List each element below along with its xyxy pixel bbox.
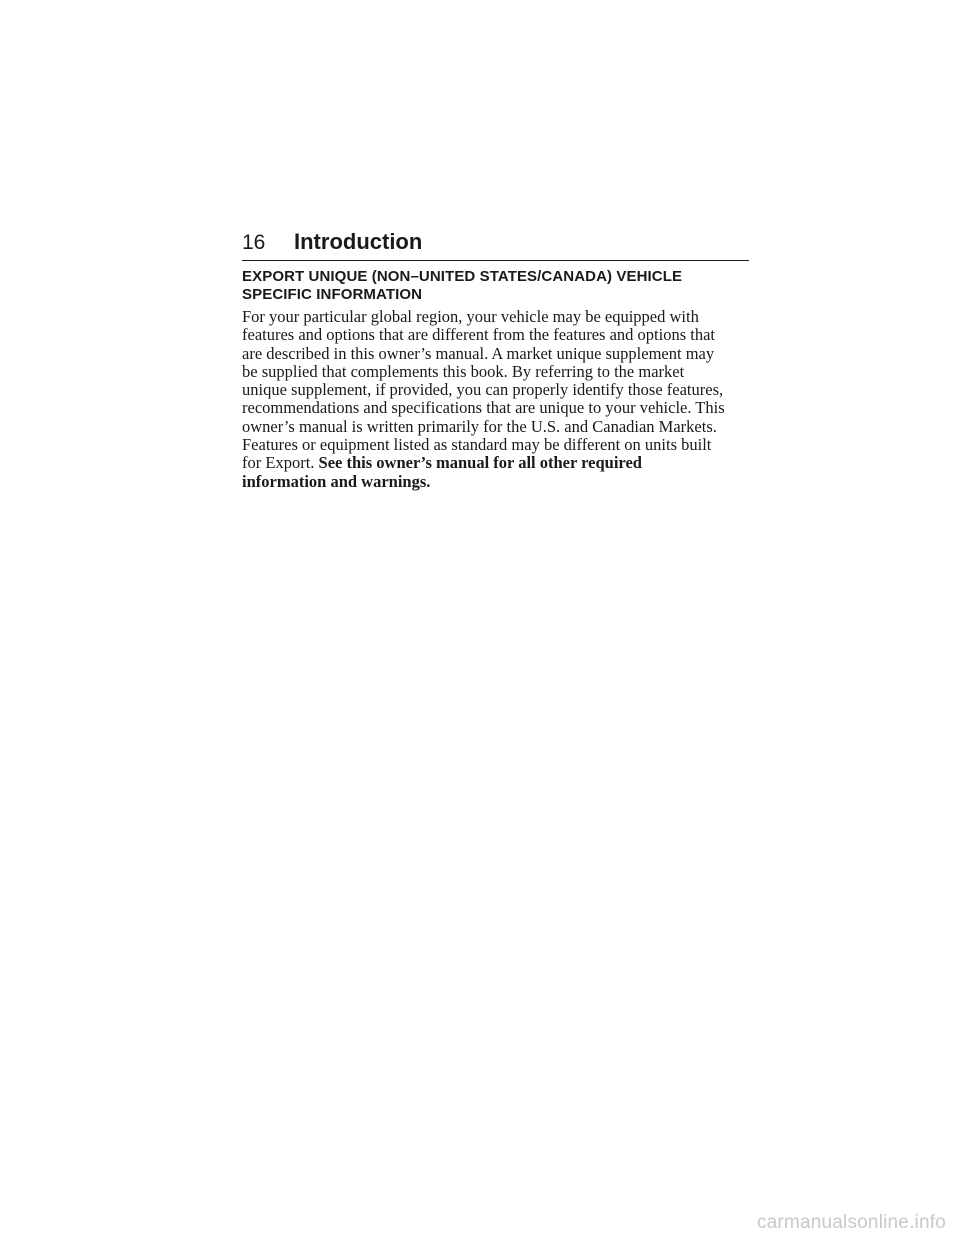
chapter-title: Introduction	[294, 229, 423, 254]
body-line-bold: See this owner’s manual for all other required	[318, 453, 642, 473]
body-line: recommendations and specifications that are unique to your vehicle. This	[242, 398, 725, 418]
body-line: features and options that are different from the features and options that	[242, 325, 715, 345]
section-heading-line-1: EXPORT UNIQUE (NON–UNITED STATES/CANADA) VEHICLE	[242, 268, 683, 285]
body-line-plain: for Export.	[242, 453, 319, 473]
body-line: unique supplement, if provided, you can properly identify those features,	[242, 380, 724, 400]
page-number: 16	[242, 231, 266, 254]
section-heading	[242, 268, 752, 304]
section-heading-line-2: SPECIFIC INFORMATION	[242, 286, 423, 303]
body-line: Features or equipment listed as standard may be different on units built	[242, 435, 712, 455]
page-header	[242, 228, 749, 261]
watermark-text: carmanualsonline.info	[756, 1212, 946, 1233]
body-line: For your particular global region, your vehicle may be equipped with	[242, 307, 699, 326]
body-line: are described in this owner’s manual. A market unique supplement may	[242, 343, 715, 363]
body-line-mixed	[242, 454, 752, 472]
body-line: owner’s manual is written primarily for the U.S. and Canadian Markets.	[242, 416, 717, 436]
body-line: be supplied that complements this book. By referring to the market	[242, 361, 685, 381]
body-line-bold-final: information and warnings.	[242, 471, 431, 491]
body-paragraph	[242, 308, 752, 491]
